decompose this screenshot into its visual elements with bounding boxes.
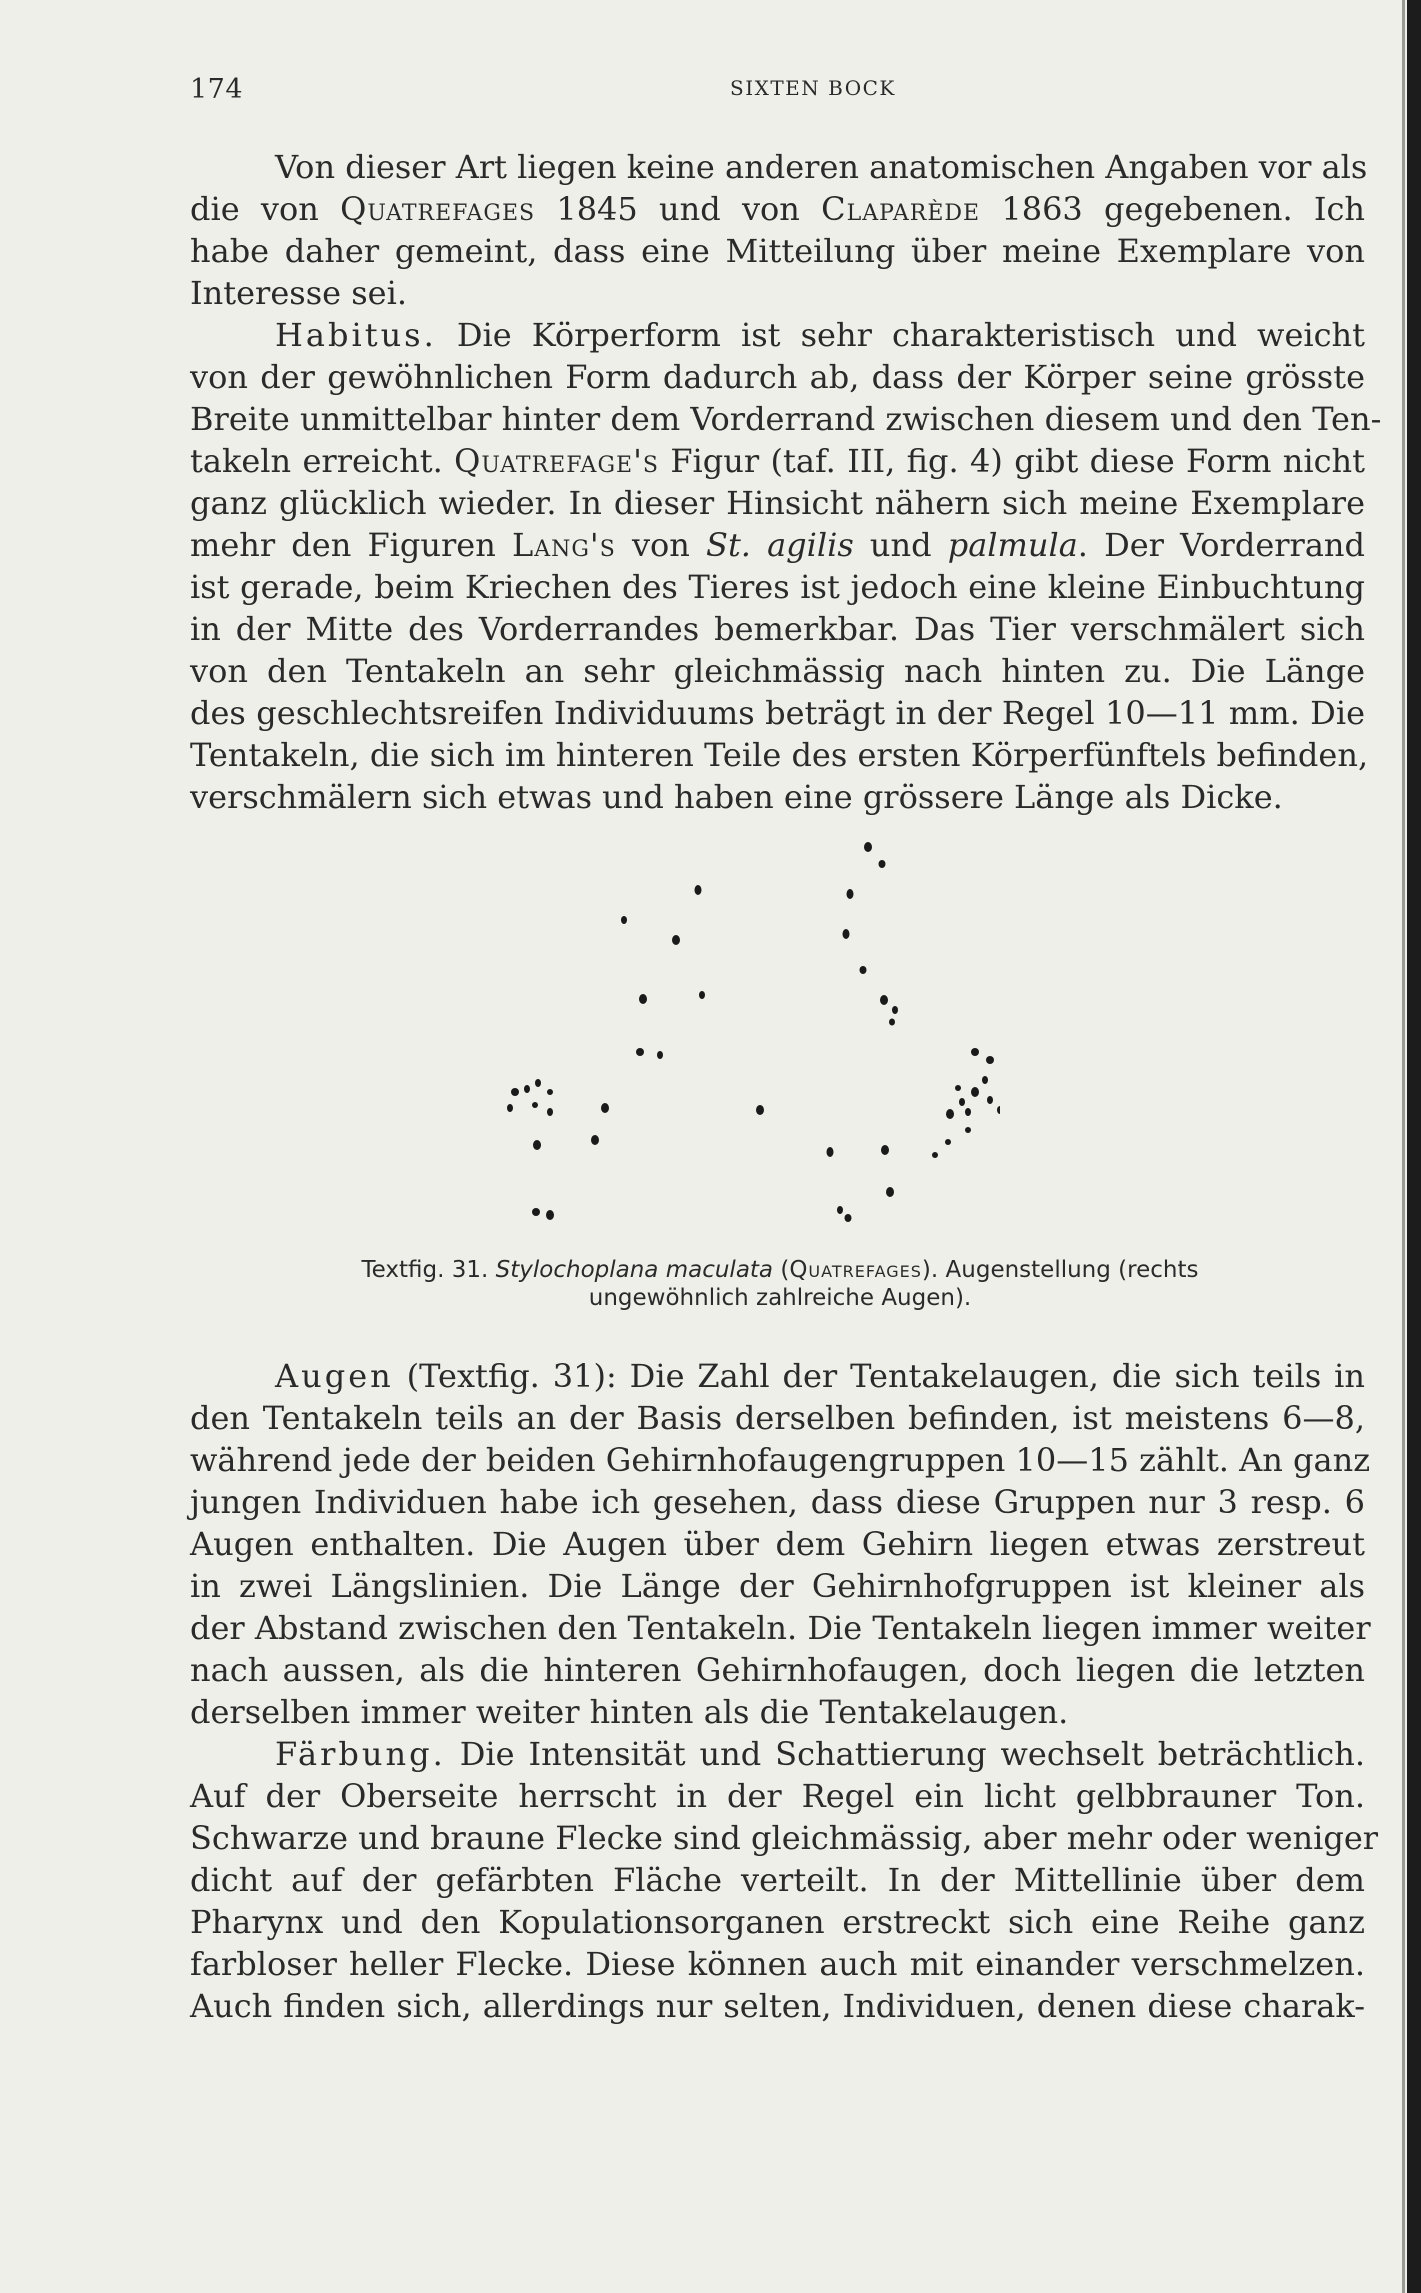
eye-spot xyxy=(601,1103,609,1113)
text-line: von den Tentakeln an sehr gleichmässig nach hinten zu. Die Länge xyxy=(190,652,1365,690)
eye-spot xyxy=(864,842,872,852)
eye-spot xyxy=(965,1127,971,1133)
author-name: Lang's xyxy=(511,526,616,564)
author-name: Quatrefages xyxy=(340,190,536,228)
eye-spot xyxy=(982,1076,988,1084)
eye-spot xyxy=(886,1187,894,1197)
eye-spot xyxy=(639,994,647,1004)
eye-spot xyxy=(881,1145,889,1155)
eye-spot xyxy=(955,1085,961,1091)
text-line: mehr den Figuren Lang's von St. agilis und palmula. Der Vorderrand xyxy=(190,526,1366,564)
page-number: 174 xyxy=(190,74,244,105)
eye-spot xyxy=(672,935,680,945)
eye-spot xyxy=(547,1089,553,1095)
eye-spot xyxy=(532,1208,540,1216)
eye-spot xyxy=(987,1096,993,1104)
eye-spot xyxy=(532,1102,538,1108)
text-line: Schwarze und braune Flecke sind gleichmässig, aber mehr oder weniger xyxy=(190,1819,1379,1857)
eye-spot xyxy=(892,1006,898,1014)
page-edge-shadow xyxy=(1407,0,1421,2293)
text-line: ganz glücklich wieder. In dieser Hinsicht nähern sich meine Exemplare xyxy=(190,484,1365,522)
text-line: Auf der Oberseite herrscht in der Regel ein licht gelbbrauner Ton. xyxy=(190,1777,1365,1815)
eye-spot xyxy=(636,1048,644,1056)
paragraph-faerbung xyxy=(190,1733,1379,2027)
paragraph-intro xyxy=(190,146,1368,314)
text-line: nach aussen, als die hinteren Gehirnhofaugen, doch liegen die letzten xyxy=(190,1651,1365,1689)
text-line: des geschlechtsreifen Individuums beträgt in der Regel 10—11 mm. Die xyxy=(190,694,1365,732)
eye-spot xyxy=(695,885,702,895)
text-line: Habitus. Die Körperform ist sehr charakteristisch und weicht xyxy=(275,316,1365,354)
text-line: Augen enthalten. Die Augen über dem Gehirn liegen etwas zerstreut xyxy=(190,1525,1365,1563)
eye-spot xyxy=(889,1019,895,1026)
text-line: takeln erreicht. Quatrefage's Figur (taf. III, fig. 4) gibt diese Form nicht xyxy=(190,442,1366,480)
author-name: Quatrefages xyxy=(789,1257,922,1283)
text-line: dicht auf der gefärbten Fläche verteilt. In der Mittellinie über dem xyxy=(190,1861,1365,1899)
text-line: Färbung. Die Intensität und Schattierung wechselt beträchtlich. xyxy=(275,1735,1365,1773)
page-edge-line xyxy=(1402,0,1405,2293)
eye-spot xyxy=(699,991,705,999)
text-line: von der gewöhnlichen Form dadurch ab, dass der Körper seine grösste xyxy=(190,358,1365,396)
eye-spot xyxy=(591,1135,599,1145)
page-header xyxy=(190,74,1365,110)
running-head: SIXTEN BOCK xyxy=(730,76,896,100)
figure-caption xyxy=(270,1256,1290,1312)
eye-spot xyxy=(546,1210,554,1220)
section-label: Habitus. xyxy=(275,316,437,354)
eye-spot xyxy=(997,1106,1000,1114)
paragraph-augen xyxy=(190,1355,1371,1733)
species-name: St. agilis xyxy=(706,526,854,564)
text-line: die von Quatrefages 1845 und von Claparède 1863 gegebenen. Ich xyxy=(190,190,1366,228)
text-line: verschmälern sich etwas und haben eine grössere Länge als Dicke. xyxy=(190,778,1283,816)
eye-spot xyxy=(986,1056,994,1064)
text-line: Von dieser Art liegen keine anderen anatomischen Angaben vor als xyxy=(275,148,1368,186)
eye-spot xyxy=(880,995,888,1005)
caption-line: ungewöhnlich zahlreiche Augen). xyxy=(588,1285,972,1311)
eye-spot xyxy=(657,1051,663,1059)
author-name: Claparède xyxy=(821,190,981,228)
eye-spot xyxy=(756,1105,764,1115)
text-line: jungen Individuen habe ich gesehen, dass diese Gruppen nur 3 resp. 6 xyxy=(190,1483,1365,1521)
author-name: Quatrefage's xyxy=(454,442,659,480)
eye-spot xyxy=(535,1079,541,1087)
text-line: der Abstand zwischen den Tentakeln. Die Tentakeln liegen immer weiter xyxy=(190,1609,1371,1647)
eye-spot xyxy=(932,1152,938,1158)
eye-spot xyxy=(547,1108,553,1116)
text-line: in der Mitte des Vorderrandes bemerkbar. Das Tier verschmälert sich xyxy=(190,610,1365,648)
text-line: ist gerade, beim Kriechen des Tieres ist jedoch eine kleine Einbuchtung xyxy=(190,568,1365,606)
eye-spot xyxy=(524,1085,530,1093)
eye-arrangement-figure xyxy=(480,830,1000,1240)
section-label: Augen xyxy=(275,1357,394,1395)
eye-spot xyxy=(511,1088,519,1096)
eye-spot xyxy=(860,966,867,974)
text-line: Auch finden sich, allerdings nur selten, Individuen, denen diese charak- xyxy=(190,1987,1365,2025)
text-line: in zwei Längslinien. Die Länge der Gehirnhofgruppen ist kleiner als xyxy=(190,1567,1365,1605)
text-line: Tentakeln, die sich im hinteren Teile des ersten Körperfünftels befinden, xyxy=(190,736,1369,774)
eye-spot xyxy=(965,1108,971,1116)
eye-spot xyxy=(507,1104,513,1112)
eye-spot xyxy=(946,1109,954,1119)
text-line: den Tentakeln teils an der Basis derselben befinden, ist meistens 6—8, xyxy=(190,1399,1365,1437)
eye-spot xyxy=(843,929,850,939)
text-line: derselben immer weiter hinten als die Tentakelaugen. xyxy=(190,1693,1069,1731)
eye-spot xyxy=(837,1206,843,1214)
eye-spot xyxy=(879,860,886,868)
eye-spot xyxy=(971,1048,979,1056)
eye-spot xyxy=(533,1140,541,1150)
text-line: Breite unmittelbar hinter dem Vorderrand zwischen diesem und den Ten- xyxy=(190,400,1382,438)
caption-line: Textfig. 31. Stylochoplana maculata (Quatrefages). Augenstellung (rechts xyxy=(361,1257,1199,1283)
text-line: habe daher gemeint, dass eine Mitteilung über meine Exemplare von xyxy=(190,232,1365,270)
eye-spot xyxy=(621,916,627,924)
text-line: Interesse sei. xyxy=(190,274,407,312)
text-line: während jede der beiden Gehirnhofaugengruppen 10—15 zählt. An ganz xyxy=(190,1441,1371,1479)
text-line: Pharynx und den Kopulationsorganen erstreckt sich eine Reihe ganz xyxy=(190,1903,1365,1941)
species-name: palmula xyxy=(947,526,1078,564)
eye-spot xyxy=(945,1139,951,1145)
eye-spot xyxy=(845,1214,852,1222)
eye-spot xyxy=(847,889,854,899)
section-label: Färbung. xyxy=(275,1735,446,1773)
eye-spot xyxy=(959,1098,965,1106)
eye-spot xyxy=(971,1087,979,1097)
species-name: Stylochoplana maculata xyxy=(495,1257,774,1283)
paragraph-habitus xyxy=(190,314,1382,818)
text-line: farbloser heller Flecke. Diese können auch mit einander verschmelzen. xyxy=(190,1945,1365,1983)
text-line: Augen (Textfig. 31): Die Zahl der Tentakelaugen, die sich teils in xyxy=(275,1357,1365,1395)
eye-spot xyxy=(827,1147,834,1157)
